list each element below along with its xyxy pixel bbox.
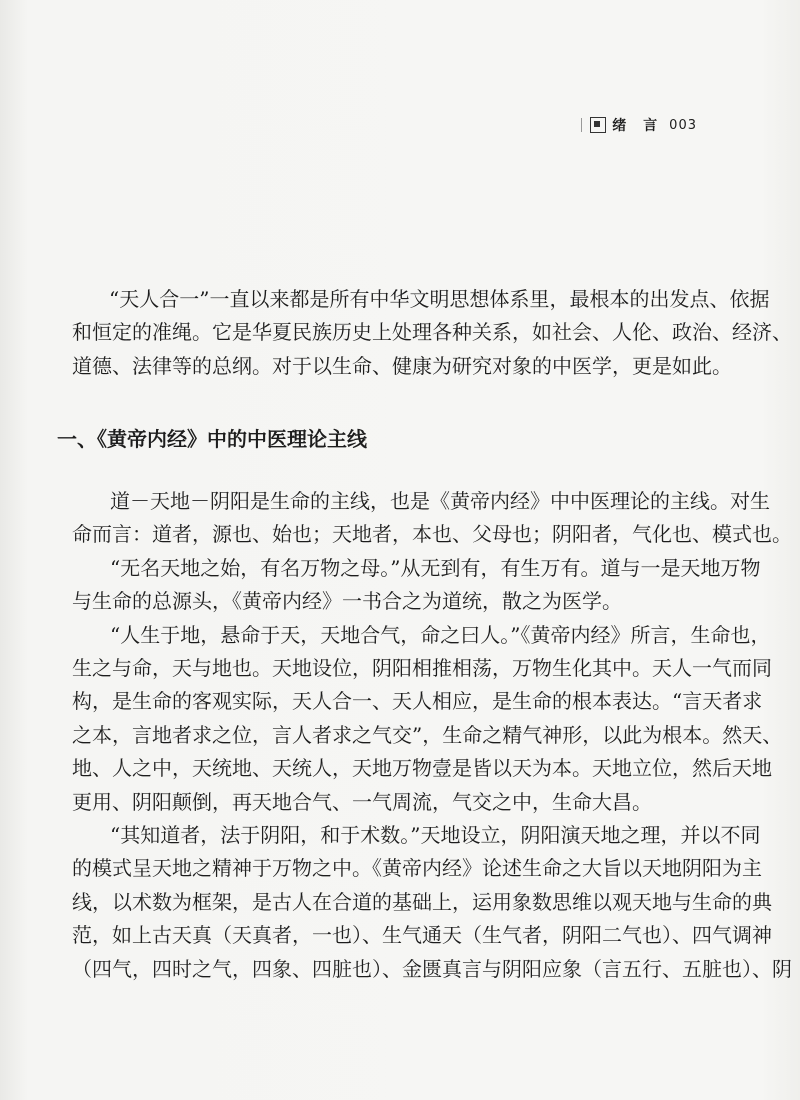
body-line: 更用、阴阳颠倒，再天地合气、一气周流，气交之中，生命大昌。 (72, 789, 652, 814)
body-line: “其知道者，法于阴阳，和于术数。”天地设立，阴阳演天地之理，并以不同 (110, 823, 761, 848)
intro-line: 道德、法律等的总纲。对于以生命、健康为研究对象的中医学，更是如此。 (72, 353, 732, 378)
chapter-title: 绪 言 (612, 118, 664, 134)
body-line: 地、人之中，天统地、天统人，天地万物壹是皆以天为本。天地立位，然后天地 (72, 756, 772, 781)
intro-block (72, 283, 792, 383)
intro-line: “天人合一”一直以来都是所有中华文明思想体系里，最根本的出发点、依据 (109, 287, 770, 311)
body-line: 的模式呈天地之精神于万物之中。《黄帝内经》论述生命之大旨以天地阴阳为主 (72, 856, 762, 881)
body-line: 道－天地－阴阳是生命的主线，也是《黄帝内经》中中医理论的主线。对生 (110, 489, 770, 513)
section-heading: 一、《黄帝内经》中的中医理论主线 (57, 427, 367, 451)
body-paragraph (72, 552, 761, 619)
body-paragraph (72, 485, 792, 552)
body-paragraph (72, 619, 783, 819)
body-line: 构，是生命的客观实际，天人合一、天人相应，是生命的根本表达。“言天者求 (72, 689, 763, 714)
running-header (581, 114, 697, 136)
body-line: “无名天地之始，有名万物之母。”从无到有，有生万有。道与一是天地万物 (110, 555, 761, 580)
intro-paragraph (72, 283, 792, 383)
body-paragraph (72, 819, 792, 986)
intro-line: 和恒定的准绳。它是华夏民族历史上处理各种关系，如社会、人伦、政治、经济、 (72, 320, 792, 345)
body-line: 与生命的总源头，《黄帝内经》一书合之为道统，散之为医学。 (72, 589, 622, 614)
body-text (72, 485, 792, 986)
body-line: “人生于地，悬命于天，天地合气，命之曰人。”《黄帝内经》所言，生命也， (110, 622, 771, 647)
body-line: 线，以术数为框架，是古人在合道的基础上，运用象数思维以观天地与生命的典 (72, 889, 772, 914)
book-logo-icon (590, 117, 606, 133)
header-divider (581, 118, 582, 132)
body-line: 之本，言地者求之位，言人者求之气交”，生命之精气神形，以此为根本。然天、 (72, 722, 783, 747)
body-line: 范，如上古天真（天真者，一也）、生气通天（生气者，阴阳二气也）、四气调神 (72, 923, 772, 948)
body-line: 生之与命，天与地也。天地设位，阴阳相推相荡，万物生化其中。天人一气而同 (72, 656, 772, 681)
page-number: 003 (669, 117, 697, 133)
body-line: （四气，四时之气，四象、四脏也）、金匮真言与阴阳应象（言五行、五脏也）、阴 (72, 956, 792, 981)
body-line: 命而言：道者，源也、始也；天地者，本也、父母也；阴阳者，气化也、模式也。 (72, 522, 792, 547)
